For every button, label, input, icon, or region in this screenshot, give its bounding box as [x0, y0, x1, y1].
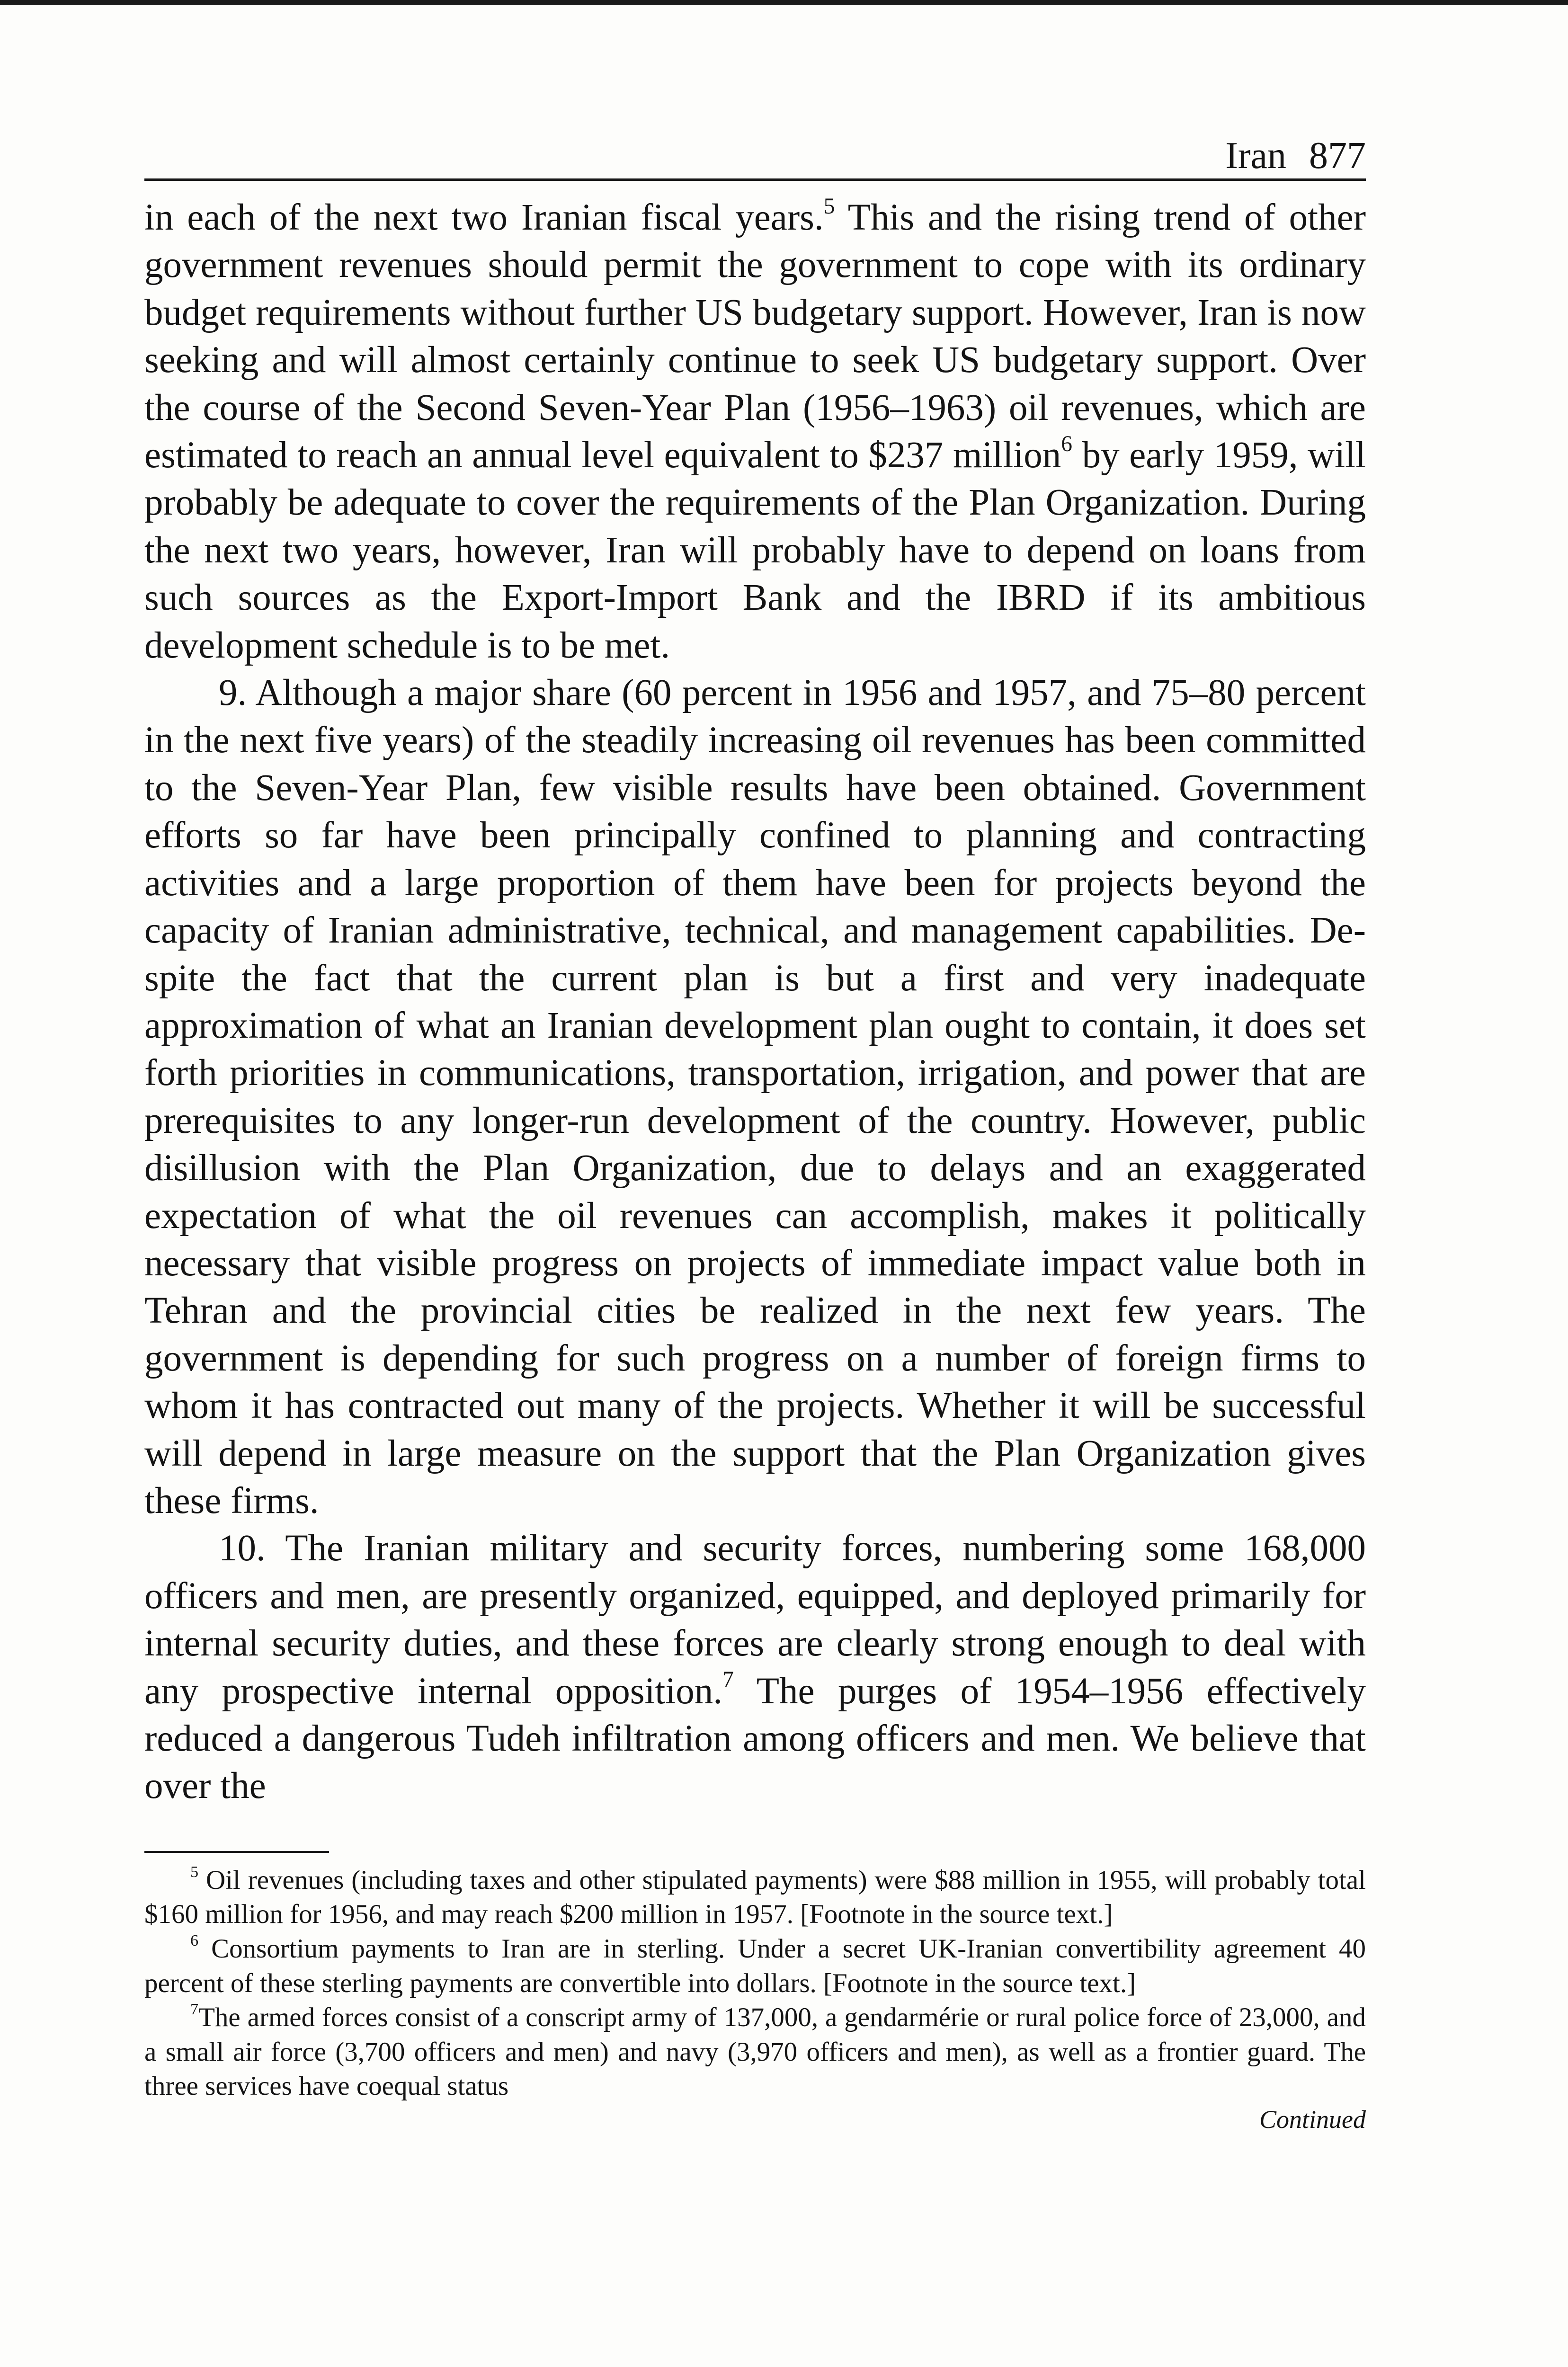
footnote-marker: 5 [190, 1863, 199, 1881]
footnote-text: Consortium payments to Iran are in sterling. Under a secret UK-Iranian convertibility agreement 40 percent of these sterling payments are convertible into dollars. [Footnote in the source text.] [144, 1934, 1366, 1998]
continued-label: Continued [1259, 2105, 1366, 2134]
footnote-6 [144, 1932, 1366, 2001]
running-head [144, 128, 1366, 181]
footnote-text: The armed forces consist of a conscript army of 137,000, a gendarmérie or rural police force of 23,000, and a small air force (3,700 officers and men) and navy (3,970 officers and men), as well as a frontier guard. The three services have coequal status [144, 2002, 1366, 2101]
footnote-ref-7: 7 [722, 1667, 734, 1692]
body-text [144, 194, 1366, 1810]
page [144, 128, 1366, 2135]
footnote-divider [144, 1851, 329, 1853]
paragraph-9: 9. Although a major share (60 percent in 1956 and 1957, and 75–80 percent in the next five years) of the steadily increasing oil revenues has been committed to the Seven-Year Plan, few visible results have been obtained. Government efforts so far have been principally confined to planning and contracting activities and a large proportion of them have been for projects beyond the capacity of Iranian administrative, technical, and management capabilities. Despite the fact that the current plan is but a first and very inadequate approximation of what an Iranian development plan ought to contain, it does set forth priorities in communications, transportation, irrigation, and power that are prerequisites to any longer-run development of the country. However, public disillusion with the Plan Organization, due to delays and an exaggerated expectation of what the oil revenues can accomplish, makes it politically necessary that visible progress on projects of immediate impact value both in Tehran and the provincial cities be realized in the next few years. The government is depending for such progress on a number of foreign firms to whom it has contracted out many of the projects. Whether it will be successful will depend in large measure on the support that the Plan Organization gives these firms. [144, 672, 1366, 1522]
footnotes [144, 1863, 1366, 2104]
paragraph-text: by early 1959, will probably be adequate to cover the requirements of the Plan Organization. During the next two years, however, Iran will probably have to depend on loans from such sources as the Export-Import Bank and the IBRD if its ambitious development schedule is to be met. [144, 435, 1366, 666]
footnote-marker: 7 [190, 2001, 199, 2019]
running-head-title: Iran [1225, 135, 1286, 177]
footnote-ref-5: 5 [823, 194, 835, 219]
paragraph-text: The purges of 1954–1956 effectively reduced a dangerous Tudeh infiltration among officers and men. We believe that over the [144, 1670, 1366, 1807]
paragraph-text: This and the rising trend of other government revenues should permit the government to cope with its ordinary budget requirements without further US budgetary support. However, Iran is now seeking and will almost certainly continue to seek US budgetary support. Over the course of the Second Seven-Year Plan (1956–1963) oil revenues, which are estimated to reach an annual level equivalent to $237 million [144, 197, 1366, 476]
scan-edge [0, 0, 1568, 5]
paragraph-8-continued [144, 194, 1366, 669]
footnote-marker: 6 [190, 1931, 199, 1949]
footnote-7 [144, 2001, 1366, 2104]
paragraph-text: 10. The Iranian military and security forces, numbering some 168,000 officers and men, are presently organized, equipped, and deployed primarily for internal security duties, and these forces are clearly strong enough to deal with any prospective internal opposition. [144, 1528, 1366, 1712]
paragraph-text: in each of the next two Iranian fiscal years. [144, 197, 824, 238]
footnote-ref-6: 6 [1061, 431, 1072, 456]
paragraph-10 [144, 1525, 1366, 1810]
page-number: 877 [1309, 135, 1366, 177]
footnote-5 [144, 1863, 1366, 1932]
footnote-text: Oil revenues (including taxes and other stipulated payments) were $88 million in 1955, will probably total $160 million for 1956, and may reach $200 million in 1957. [Footnote in the source text.] [144, 1865, 1366, 1930]
